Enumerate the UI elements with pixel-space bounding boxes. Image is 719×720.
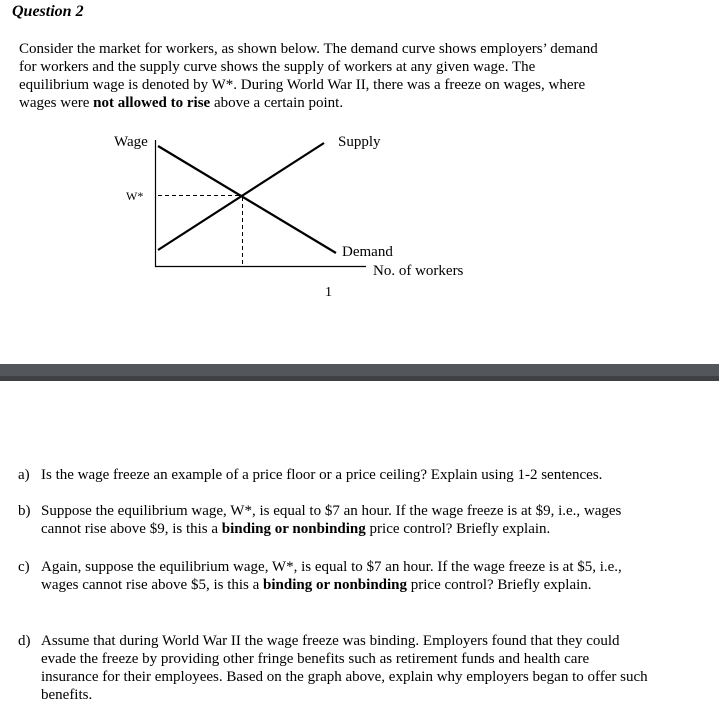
intro-emphasis: not allowed to rise	[93, 95, 211, 111]
question-d-label: d)	[18, 633, 31, 649]
intro-line-1: Consider the market for workers, as shown below. The demand curve shows employers’ demand	[19, 41, 598, 57]
question-a-label: a)	[18, 467, 30, 483]
question-b-label: b)	[18, 503, 31, 519]
question-c-label: c)	[18, 559, 30, 575]
question-d-text: Assume that during World War II the wage freeze was binding. Employers found that they could evade the freeze by providing other fringe benefits such as retirement funds and health care insurance for their employees. Based on the graph above, explain why employers began to offer such benefits.	[41, 633, 648, 703]
supply-label: Supply	[338, 134, 381, 150]
workers-axis-label: No. of workers	[373, 263, 464, 279]
question-a	[18, 466, 648, 484]
intro-line-4-pre: wages were	[19, 95, 94, 111]
question-b-emphasis: binding or nonbinding	[221, 521, 366, 537]
demand-curve	[158, 146, 336, 253]
intro-line-4-post: above a certain point.	[210, 95, 344, 111]
page-divider-shadow	[0, 376, 719, 381]
question-b-text	[41, 502, 648, 538]
intro-line-2: for workers and the supply curve shows the supply of workers at any given wage. The	[19, 59, 536, 75]
question-d	[18, 632, 648, 704]
question-c-post: price control? Briefly explain.	[407, 577, 592, 593]
question-c-pre: Again, suppose the equilibrium wage, W*, is equal to $7 an hour. If the wage freeze is at $5, i.e., wages cannot rise above $5, is this a	[41, 559, 622, 593]
intro-line-3: equilibrium wage is denoted by W*. During World War II, there was a freeze on wages, where	[19, 77, 586, 93]
equilibrium-wage-label: W*	[126, 189, 144, 203]
question-title: Question 2	[12, 3, 84, 20]
question-a-text: Is the wage freeze an example of a price floor or a price ceiling? Explain using 1-2 sentences.	[41, 467, 603, 483]
page-number: 1	[325, 285, 332, 300]
question-c-text	[41, 558, 648, 594]
question-b-post: price control? Briefly explain.	[365, 521, 551, 537]
question-c-emphasis: binding or nonbinding	[263, 577, 408, 593]
wage-axis-label: Wage	[114, 134, 148, 150]
question-c	[18, 558, 648, 594]
demand-label: Demand	[342, 244, 393, 260]
supply-curve	[158, 143, 324, 250]
question-b	[18, 502, 648, 538]
question-b-pre: Suppose the equilibrium wage, W*, is equal to $7 an hour. If the wage freeze is at $9, i.e., wages cannot rise above $9, is this a	[41, 503, 622, 537]
